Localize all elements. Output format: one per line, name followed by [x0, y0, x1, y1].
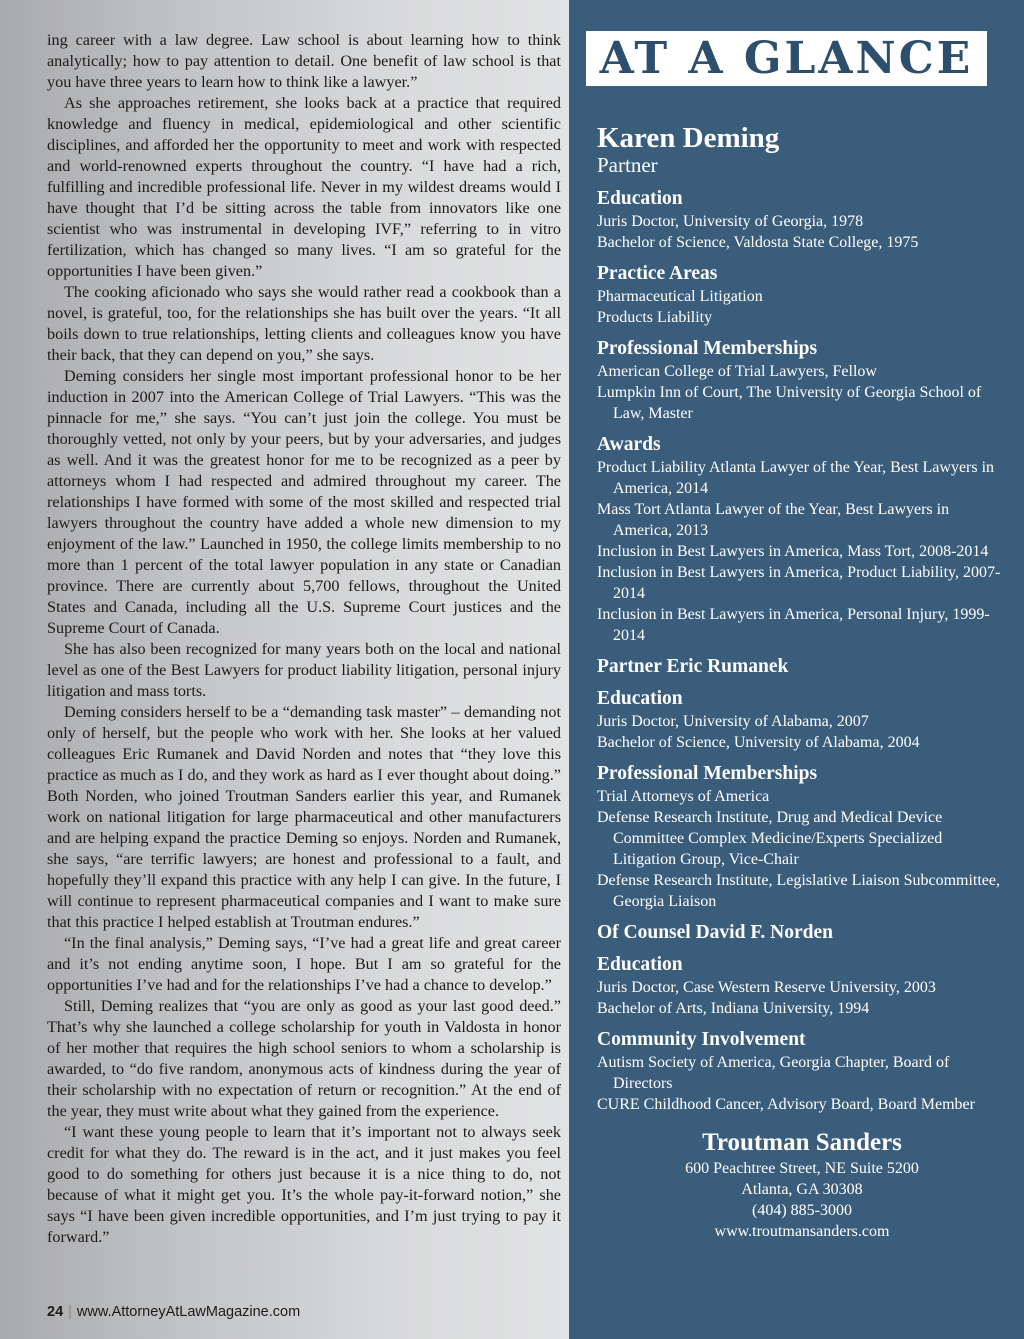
education-heading: Education: [597, 954, 683, 975]
practice-areas-list: [597, 286, 1007, 328]
article-paragraph: She has also been recognized for many years both on the local and national level as one of the Best Lawyers for product liability litigation, personal injury litigation and mass torts.: [47, 640, 561, 700]
memberships-heading: Professional Memberships: [597, 338, 818, 359]
article-paragraph: Deming considers herself to be a “demanding task master” – demanding not only of herself, but the people who work with her. She looks at her valued colleagues Eric Rumanek and David Norden and notes that “they love this practice as much as I do, and they work as hard as I ever thought about doing.” Both Norden, who joined Troutman Sanders earlier this year, and Rumanek work on national litigation for large pharmaceutical and other manufacturers and are helping expand the practice Deming so enjoys. Norden and Rumanek, she says, “are terrific lawyers; are honest and professional to a fault, and hopefully they’ll expand this practice with any help I can give. In the future, I will continue to represent pharmaceutical companies and I want to make sure that this practice I helped establish at Troutman endures.”: [47, 703, 561, 931]
list-item: Products Liability: [597, 309, 713, 326]
article-paragraph: The cooking aficionado who says she would rather read a cookbook than a novel, is grateful, too, for the relationships she has built over the years. “It all boils down to true relationships, letting clients and colleagues know you have their back, that they can depend on you,” she says.: [47, 283, 561, 364]
list-item: CURE Childhood Cancer, Advisory Board, Board Member: [597, 1096, 975, 1113]
community-heading: Community Involvement: [597, 1029, 806, 1050]
list-item: Inclusion in Best Lawyers in America, Personal Injury, 1999-2014: [597, 606, 990, 644]
article-paragraph: Still, Deming realizes that “you are only as good as your last good deed.” That’s why she launched a college scholarship for youth in Valdosta in honor of her mother that requires the high school seniors to whom a scholarship is awarded, to “do five random, anonymous acts of kindness during the year of their scholarship with no expectation of return or recognition.” At the end of the year, they must write about what they gained from the experience.: [47, 997, 561, 1120]
list-item: Product Liability Atlanta Lawyer of the Year, Best Lawyers in America, 2014: [597, 459, 995, 497]
article-paragraph: Deming considers her single most important professional honor to be her induction in 2007 into the American College of Trial Lawyers. “This was the pinnacle for me,” she says. “You can’t just join the college. You must be thoroughly vetted, not only by your peers, but by your adversaries, and judges as well. And it was the greatest honor for me to be recognized as a peer by attorneys whom I had respected and admired throughout my career. The relationships I have formed with some of the most skilled and respected trial lawyers throughout the country have added a whole new dimension to my enjoyment of the law.” Launched in 1950, the college limits membership to no more than 1 percent of the total lawyer population in any state or Canadian province. There are currently about 5,700 fellows, throughout the United States and Canada, including all the U.S. Supreme Court justices and the Supreme Court of Canada.: [47, 367, 561, 637]
education-list: [597, 211, 1007, 253]
firm-website-link[interactable]: www.troutmansanders.com: [714, 1223, 890, 1240]
education-list: [597, 711, 1007, 753]
education-list: [597, 977, 1007, 1019]
list-item: Autism Society of America, Georgia Chapter, Board of Directors: [597, 1054, 950, 1092]
list-item: Inclusion in Best Lawyers in America, Mass Tort, 2008-2014: [597, 543, 989, 560]
article-paragraph: ing career with a law degree. Law school is about learning how to think analytically; how to pay attention to detail. One benefit of law school is that you have three years to learn how to think like a lawyer.”: [47, 31, 561, 91]
list-item: Juris Doctor, Case Western Reserve University, 2003: [597, 979, 936, 996]
attorney-name: Karen Deming: [597, 122, 780, 154]
page-number: 24: [47, 1304, 64, 1320]
magazine-website-link[interactable]: www.AttorneyAtLawMagazine.com: [76, 1304, 301, 1320]
education-heading: Education: [597, 188, 683, 209]
list-item: Pharmaceutical Litigation: [597, 288, 763, 305]
list-item: Defense Research Institute, Drug and Medical Device Committee Complex Medicine/Experts Specialized Litigation Group, Vice-Chair: [597, 809, 943, 868]
list-item: Bachelor of Science, University of Alabama, 2004: [597, 734, 920, 751]
list-item: Lumpkin Inn of Court, The University of Georgia School of Law, Master: [597, 384, 982, 422]
awards-list: [597, 457, 1007, 646]
list-item: American College of Trial Lawyers, Fellow: [597, 363, 877, 380]
counsel-norden-heading: Of Counsel David F. Norden: [597, 922, 834, 943]
awards-heading: Awards: [597, 434, 661, 455]
at-a-glance-sidebar: [569, 0, 1024, 1339]
community-list: [597, 1052, 1007, 1115]
firm-name: Troutman Sanders: [702, 1129, 902, 1156]
firm-phone: (404) 885-3000: [752, 1202, 852, 1219]
list-item: Defense Research Institute, Legislative Liaison Subcommittee, Georgia Liaison: [597, 872, 1000, 910]
memberships-list: [597, 786, 1007, 912]
footer-separator: |: [68, 1304, 72, 1320]
partner-rumanek-heading: Partner Eric Rumanek: [597, 656, 789, 677]
memberships-heading: Professional Memberships: [597, 763, 818, 784]
attorney-role: Partner: [597, 153, 658, 177]
article-paragraph: “In the final analysis,” Deming says, “I’ve had a great life and great career and it’s not ending anytime soon, I hope. But I am so grateful for the opportunities I’ve had and for the relationships I’ve had a chance to develop.”: [47, 934, 561, 994]
list-item: Bachelor of Arts, Indiana University, 1994: [597, 1000, 870, 1017]
education-heading: Education: [597, 688, 683, 709]
sidebar-content: [597, 122, 1007, 1242]
firm-contact-block: [597, 1129, 1007, 1242]
article-paragraph: “I want these young people to learn that it’s important not to always seek credit for what they do. The reward is in the act, and it just makes you feel good to do something for others just because it is a nice thing to do, not because of what it might get you. It’s the whole pay-it-forward notion,” she says “I have been given incredible opportunities, and I’m just trying to pay it forward.”: [47, 1123, 561, 1246]
practice-areas-heading: Practice Areas: [597, 263, 718, 284]
sidebar-title: AT A GLANCE: [599, 33, 974, 84]
list-item: Juris Doctor, University of Alabama, 2007: [597, 713, 869, 730]
memberships-list: [597, 361, 1007, 424]
firm-address: 600 Peachtree Street, NE Suite 5200: [685, 1160, 919, 1177]
article-paragraph: As she approaches retirement, she looks back at a practice that required knowledge and fluency in medical, epidemiological and other scientific disciplines, and afforded her the opportunity to meet and work with respected and world-renowned experts throughout the country. “I have had a rich, fulfilling and incredible professional life. Never in my wildest dreams would I have thought that I’d be sitting across the table from innovators like one scientist who was instrumental in developing IVF,” referring to in vitro fertilization, which has changed so many lives. “I am so grateful for the opportunities I have been given.”: [47, 94, 561, 280]
list-item: Inclusion in Best Lawyers in America, Product Liability, 2007-2014: [597, 564, 1001, 602]
list-item: Trial Attorneys of America: [597, 788, 770, 805]
article-body: [47, 30, 561, 1248]
list-item: Bachelor of Science, Valdosta State College, 1975: [597, 234, 919, 251]
list-item: Mass Tort Atlanta Lawyer of the Year, Best Lawyers in America, 2013: [597, 501, 950, 539]
page-footer: [47, 1304, 300, 1320]
sidebar-title-box: [586, 31, 987, 86]
list-item: Juris Doctor, University of Georgia, 1978: [597, 213, 864, 230]
firm-city: Atlanta, GA 30308: [741, 1181, 863, 1198]
